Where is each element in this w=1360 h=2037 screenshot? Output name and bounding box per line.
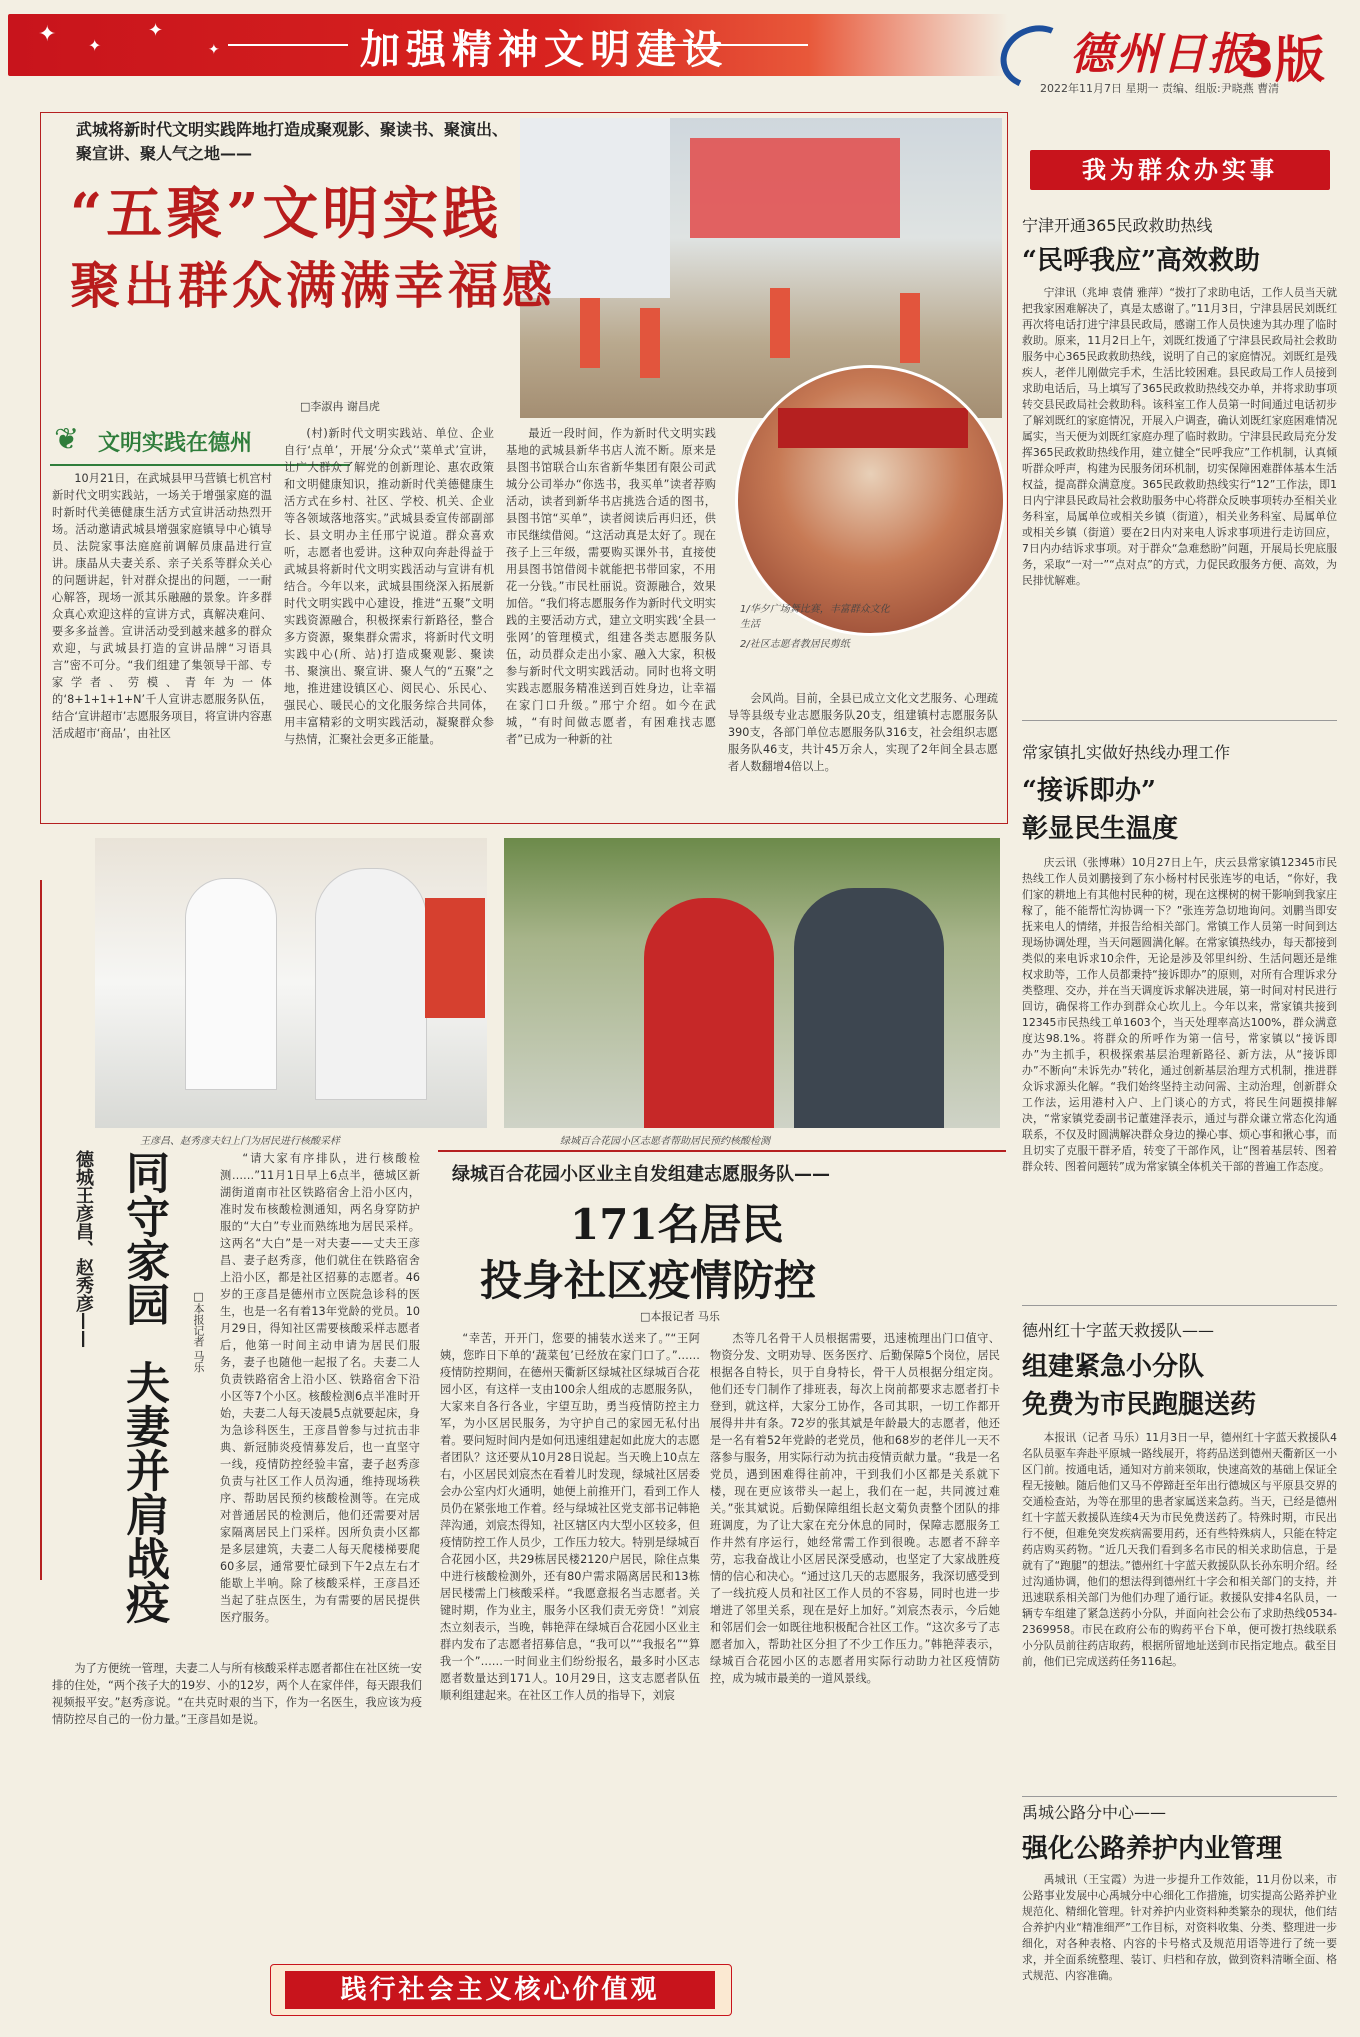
s3-body [1022, 1430, 1337, 1790]
s4-title: 强化公路养护内业管理 [1022, 1834, 1283, 1864]
lead-column-2 [284, 425, 494, 815]
couple-title-b: 夫妻并肩战疫 [118, 1360, 169, 1624]
masthead [0, 0, 1360, 96]
lead-title-line2: 聚出群众满满幸福感 [70, 256, 556, 315]
green-column-2-text: 杰等几名骨干人员根据需要，迅速梳理出门口值守、物资分发、文明劝导、医务医疗、后勤保障5个岗位，居民根据各自特长，贝于自身特长，骨干人员根据分组定岗。他们还专门制作了排班表，每次上岗前都要求志愿者打卡登到，就这样，大家分工协作，各司其职，一切工作都开展得井井有条。72岁的张其斌是年龄最大的志愿者，他还是一名有着52年党龄的老党员，他和68岁的老伴儿一天不落参与服务，用实际行动为抗击疫情贡献力量。“我是一名党员，遇到困难得往前冲，干到我们小区都是关系就下楼，现在更应该带头一起上，我们在一起，共同渡过难关。”张其斌说。后勤保障组组长赵文菊负责整个团队的排班调度，为了让大家在充分休息的同时，保障志愿服务工作井然有序运行，她经常需工作到很晚。志愿者不辞辛劳，忘我奋战让小区居民深受感动，也坚定了大家战胜疫情的信心和决心。“通过这几天的志愿服务，我深切感受到了一线抗疫人员和社区工作人员的不容易，同时也进一步增进了邻里关系，现在是好上加好。”刘宸杰表示，今后她和邻居们会一如既往地积极配合社区工作。“这次多亏了志愿者加入，帮助社区分担了不少工作压力。”韩艳萍表示，绿城百合花园小区的志愿者用实际行动助力社区疫情防控，成为城市最美的一道风景线。 [710, 1332, 1000, 1685]
s2-body [1022, 855, 1337, 1295]
green-title-line1: 171名居民 [570, 1200, 784, 1249]
banner-line [228, 44, 348, 46]
green-byline: □本报记者 马乐 [640, 1310, 720, 1323]
dancer [640, 308, 660, 378]
dove-icon: ✦ [148, 20, 164, 41]
lead-column-2-text: (村)新时代文明实践站、单位、企业自行‘点单’，开展‘分众式’‘菜单式’宣讲，让广大群众了解党的创新理论、惠农政策和文明健康知识，推动新时代美德健康生活方式在乡村、社区、学校、机关、企业等各领域落地落实。”武城县委宣传部副部长、县文明办主任邢宁说道。群众喜欢听，志愿者也爱讲。这种双向奔赴得益于武城县将新时代文明实践活动与宣讲有机结合。今年以来，武城县围绕深入拓展新时代文明实践中心建设，推进“五聚”文明实践资源融合，积极探索行新路径，整合多方资源，聚集群众需求，将新时代文明实践中心(所、站)打造成聚观影、聚读书、聚演出、聚宣讲、聚人气的“五聚”之地，推进建设镇区心、阅民心、乐民心、强民心、暖民心的文化服务综合共同体，用丰富精彩的文明实践活动，凝聚群众参与热情，汇聚社会更多正能量。 [284, 427, 494, 746]
green-column-1 [440, 1330, 700, 1960]
couple-story-rule [40, 880, 42, 1580]
middle-photo-caption-right: 绿城百合花园小区志愿者帮助居民预约核酸检测 [560, 1136, 770, 1147]
s1-title: “民呼我应”高效救助 [1022, 246, 1260, 276]
dancer [580, 298, 600, 368]
s1-body-text: 宁津讯（兆坤 袁倩 雅萍）“拨打了求助电话，工作人员当天就把我家困难解决了，真是太感谢了。”11月3日，宁津县居民刘既红再次将电话打进宁津县民政局，感谢工作人员快速为其办理了临时救助。原来，11月2日上午，刘既红拨通了宁津县民政局社会救助服务中心365民政救助热线，说明了自己的家庭情况。刘既红是残疾人，老伴儿刚做完手术，生活比较困难。县民政局工作人员接到求助电话后，马上填写了365民政救助热线交办单，并将求助事项转交县民政局社会救助科。该科室工作人员第一时间通过电话初步了解刘既红的家庭情况，开展入户调查，确认刘既红家庭困难情况属实，当天便为刘既红家庭办理了临时救助。宁津县民政局充分发挥365民政救助热线作用，建立健全“民呼我应”工作机制，认真倾听群众呼声，构建为民服务闭环机制，切实保障困难群体基本生活权益，提高群众满意度。365民政救助热线实行“12”工作法，即1日内宁津县民政局社会救助服务中心将群众反映事项转办至相关业务科室，局属单位或相关乡镇（街道），相关业务科室、局属单位或相关乡镇（街道）要在2日内对来电人诉求事项进行走访回应，7日内办结诉求事项。对于群众“急难愁盼”问题，开展局长兜底服务，采取“一对一”“点对点”的方式，力促民政服务方便、高效，为民排忧解难。 [1022, 286, 1337, 587]
photo-volunteer-helping-resident [504, 838, 1000, 1128]
protective-suit-figure [185, 878, 277, 1090]
section-badge-label: 文明实践在德州 [98, 430, 253, 456]
lead-column-4-text: 会风尚。目前，全县已成立文化文艺服务、心理疏导等县级专业志愿服务队20支，组建镇村志愿服务队390支，各部门单位志愿服务队316支，社会组织志愿服务队46支，共计45万余人，实现了2年间全县志愿者人数翻增4倍以上。 [728, 692, 998, 773]
paper-cutting-photo [735, 365, 1006, 636]
stage-backdrop [690, 138, 900, 238]
couple-byline: □本报记者 马乐 [192, 1290, 205, 1373]
green-title-line2: 投身社区疫情防控 [480, 1256, 817, 1305]
lead-column-1-text: 10月21日，在武城县甲马营镇七机宫村新时代文明实践站，一场关于增强家庭的温时新时代美德健康生活方式宣讲活动热烈开场。活动邀请武城县增强家庭镇导中心镇导员、法院家事法庭庭前调解员康晶进行宣讲。康晶从夫妻关系、亲子关系等群众关心的问题讲起，针对群众提出的问题，一一耐心解答，现场一派其乐融融的景象。许多群众真心欢迎这样的宣讲方式，真解决难问、要多多益善。宣讲活动受到越来越多的群众欢迎，与武城县打造的宣讲品牌“习语具言”密不可分。“我们组建了集领导干部、专家学者、劳模、青年为一体的‘8+1+1+1+N’千人宣讲志愿服务队伍，结合‘宣讲超市’志愿服务项目，将宣讲内容惠活成超市‘商品’，由社区 [52, 472, 272, 740]
banner-title: 加强精神文明建设 [360, 27, 728, 73]
s1-body [1022, 285, 1337, 710]
separator [1022, 1305, 1337, 1306]
couple-column-bottom [52, 1660, 422, 1770]
dove-icon: ✦ [88, 36, 102, 55]
middle-photo-caption-left: 王彦昌、赵秀彦夫妇上门为居民进行核酸采样 [140, 1136, 340, 1147]
protective-suit-figure [315, 868, 427, 1100]
paper-name: 德州日报 [1070, 29, 1254, 80]
lead-column-1 [52, 470, 272, 815]
lead-column-3-text: 最近一段时间，作为新时代文明实践基地的武城县新华书店人流不断。原来是县图书馆联合山东省新华集团有限公司武城分公司举办“你选书，我买单”读者荐购活动，读者到新华书店挑选合适的图书，县图书馆“买单”，读者阅读后再归还，供市民继续借阅。“这活动真是太好了。现在孩子上三年级，需要购买课外书，直接使用县图书馆借阅卡就能把书带回家，不用花一分钱。”市民杜丽说。资源融合，效果加倍。“我们将志愿服务作为新时代文明实践的主要活动方式，建立文明实践‘全县一张网’的管理模式，组建各类志愿服务队伍，动员群众走出小家、融入大家，积极参与新时代文明实践活动。同时也将文明实践志愿服务精准送到百姓身边，让幸福在家门口升级。”邢宁介绍。如今在武城，“有时间做志愿者，有困难找志愿者”已成为一种新的社 [506, 427, 716, 746]
dove-icon: ✦ [38, 22, 57, 47]
dancer [900, 293, 920, 363]
green-column-2 [710, 1330, 1000, 1960]
lead-photo-square-dance [520, 118, 1002, 418]
green-column-1-text: “幸苦，开开门，您要的捕装水送来了。”“王阿姨，您昨日下单的‘蔬菜包’已经放在家门口了。”……疫情防控期间，在德州天衢新区绿城社区绿城百合花园小区，有这样一支由100余人组成的志愿服务队，大家来自各行各业，宇望互助，勇当疫情防控主力军，为小区居民服务，为守护自己的家园无私付出着。要问短时间内是如何迅速组建起如此庞大的志愿者团队？这还要从10月28日说起。当天晚上10点左右，小区居民刘宸杰在看着儿时发现，绿城社区居委会办公室内灯火通明，她便上前推开门，看到工作人员仍在紧张地工作着。经与绿城社区党支部书记韩艳萍沟通，刘宸杰得知，社区辖区内大型小区较多，但疫情防控工作人员少，工作压力较大。特别是绿城百合花园小区，共29栋居民楼2120户居民，除住点集中进行核酸检测外，还有80户需求隔离居民和13栋居民楼需上门核酸采样。“我愿意报名当志愿者。关键时期，作为业主，服务小区我们责无旁贷！”刘宸杰立刻表示，当晚，韩艳萍在绿城百合花园小区业主群内发布了志愿者招募信息，“我可以”“我报名”“算我一个”……一时间业主们纷纷报名，最多时小区志愿者数量达到171人。10月29日，这支志愿者队伍顺利组建起来。在社区工作人员的指导下，刘宸 [440, 1332, 700, 1702]
s2-body-text: 庆云讯（张博琳）10月27日上午，庆云县常家镇12345市民热线工作人员刘鹏接到了东小杨村村民张连岑的电话，“你好，我们家的耕地上有其他村民种的树，现在这棵树的树干影响到我家庄稼了，能不能帮忙沟协调一下？”张连芳急切地询问。刘鹏当即安抚来电人的情绪，并报告给相关部门。常镇工作人员第一时间到达现场协调处理，当天问题圆满化解。在常家镇热线办，每天都接到类似的来电诉求10余件，无论是涉及邻里纠纷、生活问题还是维权求助等，工作人员都秉持“接诉即办”的原则，对所有合理诉求分类整理、交办，并在当天调度诉求解决进展，第一时间对村民进行回访，确保将工作办到群众心坎儿上。今年以来，常家镇共接到12345市民热线工单1603个，当天处理率高达100%，群众满意度达98.1%。将群众的所呼作为第一信号，常家镇以“接诉即办”为主抓手，积极探索基层治理新路径、新方法，从“接诉即办”不断向“未诉先办”转化，通过创新基层治理方式机制，推进群众诉求源头化解。“我们始终坚持主动问需、主动治理，创新群众工作法，运用港村入户、上门谈心的方式，将民生问题摸排解决，“常家镇党委副书记董建泽表示，通过与群众谦立常态化沟通联系，不仅及时圆满解决群众身边的操心事、烦心事和揪心事，而且切实了克服干群矛盾，转变了干部作风，让“图着基层转、图着群众转、图着问题转”成为常家镇全体机关干部的普遍工作态度。 [1022, 856, 1337, 1173]
door-couplet [425, 898, 485, 1018]
green-kicker: 绿城百合花园小区业主自发组建志愿服务队—— [452, 1164, 830, 1185]
page-number: 3版 [1240, 31, 1325, 89]
s3-kicker: 德州红十字蓝天救援队—— [1022, 1321, 1215, 1340]
dateline: 2022年11月7日 星期一 责编、组版:尹晓燕 曹清 [1040, 82, 1280, 95]
photo-nucleic-acid-sampling [95, 838, 487, 1128]
s2-title-line1: “接诉即办” [1022, 776, 1156, 806]
separator [1022, 720, 1337, 721]
couple-column-1 [220, 1150, 420, 1655]
dove-icon: ✦ [208, 42, 220, 58]
s1-kicker: 宁津开通365民政救助热线 [1022, 216, 1213, 235]
green-story-top-rule [438, 1150, 1006, 1152]
s2-kicker: 常家镇扎实做好热线办理工作 [1022, 743, 1231, 762]
lead-column-4 [728, 690, 998, 815]
s3-body-text: 本报讯（记者 马乐）11月3日一早，德州红十字蓝天救援队4名队员驱车奔赴平原城一路线展开，将药品送到德州天衢新区一小区门前。按通电话，通知对方前来领取，快速高效的基础上保证全程无接触。随后他们又马不停蹄赶至年出行德城区与平原县交界的交通检查站，为等在那里的患者家属送来急药。当天，已经是德州红十字蓝天救援队连续4天为市民免费送药了。特殊时期，市民出行不便，但难免突发疾病需要用药，还有些特殊病人，只能在特定药店购买药物。“近几天我们看到多名市民的相关求助信息，于是就有了“跑腿”的想法。”德州红十字蓝天救援队队长孙东明介绍。经过沟通协调，他们的想法得到德州红十字会和相关部门的支持，并迅速联系相关部门为他们办理了通行证。救援队安排4名队员，一辆专车组建了紧急送药小分队，并面向社会公布了求助热线0534-2369958。市民在政府公布的购药平台下单，便可拨打热线联系小分队员前往药店取药，根据所留地址送到市民指定地点。截至目前，他们已完成送药任务116起。 [1022, 1431, 1337, 1668]
dancer [770, 288, 790, 358]
couple-column-bottom-text: 为了方便统一管理，夫妻二人与所有核酸采样志愿者都住在社区统一安排的住处，“两个孩子大的19岁、小的12岁，两个人在家伴伴，每天跟我们视频报平安。”赵秀彦说。“在共克时艰的当下，作为一名医生，我应该为疫情防控尽自己的一份力量。”王彦昌如是说。 [52, 1662, 422, 1726]
couple-column-1-text: “请大家有序排队，进行核酸检测……”11月1日早上6点半，德城区新湖街道南市社区铁路宿舍上沿小区内，准时发布核酸检测通知，两名身穿防护服的“大白”专业而熟练地为居民采样。这两名“大白”是一对夫妻——丈夫王彦昌、妻子赵秀彦，他们就住在铁路宿舍上沿小区，都是社区招募的志愿者。46岁的王彦昌是德州市立医院急诊科的医生，也是一名有着13年党龄的党员。10月29日，得知社区需要核酸采样志愿者后，他第一时间主动申请为居民们服务，妻子也随他一起报了名。夫妻二人负责铁路宿舍上沿小区、铁路宿舍下沿小区等7个小区。核酸检测6点半准时开始，夫妻二人每天凌晨5点就要起床，身为急诊科医生，王彦昌曾参与过抗击非典、新冠肺炎疫情募发后，也一直坚守一线，疫情防控经验丰富，妻子赵秀彦负责与社区工作人员沟通，维持现场秩序、帮助居民预约核酸检测等。在完成对普通居民的检测后，他们还需要对居家隔离居民上门采样。因所负责小区都是多层建筑，夫妻二人每天爬楼梯要爬60多层，通常要忙碌到下午2点左右才能歇上半响。除了核酸采样，王彦昌还当起了驻点医生，为有需要的居民提供医疗服务。 [220, 1152, 420, 1624]
s2-title-line2: 彰显民生温度 [1022, 814, 1179, 844]
volunteer-vest [644, 898, 774, 1128]
couple-title-a: 同守家园 [118, 1150, 169, 1326]
separator [1022, 1796, 1337, 1797]
lead-kicker: 武城将新时代文明实践阵地打造成聚观影、聚读书、聚演出、聚宣讲、聚人气之地—— [76, 120, 509, 163]
s4-body-text: 禹城讯（王宝霞）为进一步提升工作效能，11月份以来，市公路事业发展中心禹城分中心细化工作措施，切实提高公路养护业规范化、精细化管理。针对养护内业资料种类繁杂的现状，他们结合养护内业“精准细严”工作目标，对资料收集、分类、整理进一步细化，对各种表格、内容的卡号格式及规范用语等进行了统一要求，并全面系统整理、装订、归档和存放，做到资料清晰全面、格式规范、内容准确。 [1022, 1873, 1337, 1982]
lead-photo-caption-1: 1/华夕广场舞比赛，丰富群众文化生活 [740, 604, 890, 630]
lead-photo-caption-2: 2/社区志愿者教居民剪纸 [740, 639, 850, 650]
leaf-icon: ❦ [54, 422, 80, 457]
resident-figure [794, 888, 944, 1128]
lead-column-3 [506, 425, 716, 815]
banner-sign [778, 408, 968, 448]
lead-title-line1: “五聚”文明实践 [70, 181, 503, 247]
couple-kicker: 德城王彦昌、赵秀彦—— [73, 1150, 94, 1348]
s4-body [1022, 1872, 1337, 2030]
s4-kicker: 禹城公路分中心—— [1022, 1803, 1167, 1822]
footer-slogan: 践行社会主义核心价值观 [285, 1971, 715, 2009]
s3-title-line2: 免费为市民跑腿送药 [1022, 1390, 1257, 1420]
lead-byline: □李淑冉 谢昌虎 [300, 400, 380, 413]
footer-slogan-box [270, 1964, 732, 2016]
s3-title-line1: 组建紧急小分队 [1022, 1352, 1205, 1382]
right-ribbon: 我为群众办实事 [1030, 150, 1330, 190]
